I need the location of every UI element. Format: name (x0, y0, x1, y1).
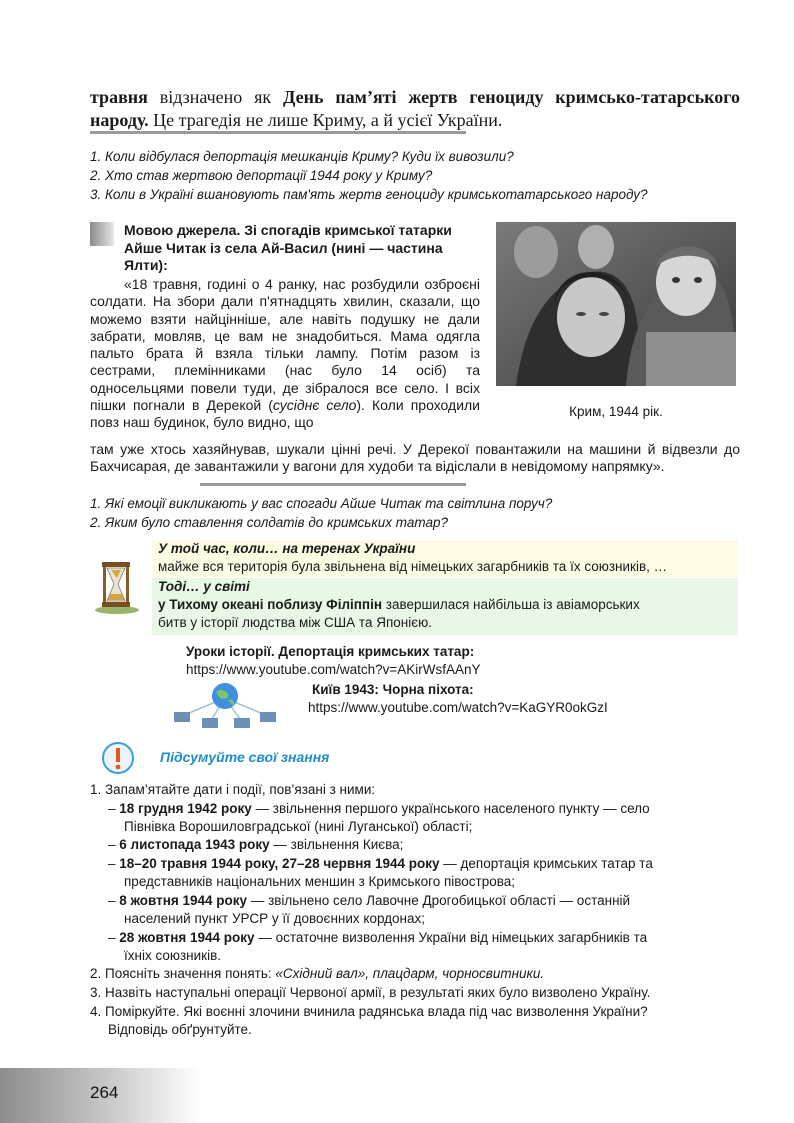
photo-caption: Крим, 1944 рік. (569, 404, 663, 419)
time-box-world-line-1 (158, 596, 738, 614)
date-entry-3-text: — депортація кримських татар та (439, 856, 653, 871)
date-entry-3: – 18–20 травня 1944 року, 27–28 червня 1944 року — депортація кримських татар та (108, 856, 653, 871)
source-quote-part-2: там уже хтось хазяйнував, шукали цінні речі. У Дерекої повантажили на машини й відвезли до Бахчисарая, де завантажили у вагони для худоби та відіслали в невідомому напрямку». (90, 441, 740, 475)
intro-text-2: Це трагедія не лише Криму, а й усієї України. (148, 110, 503, 130)
hourglass-icon (92, 558, 142, 614)
date-entry-5: – 28 жовтня 1944 року — остаточне визволення України від німецьких загарбників та (108, 930, 648, 945)
intro-bold-word: травня (90, 87, 148, 107)
date-entry-3-date: 18–20 травня 1944 року, 27–28 червня 1944 року (119, 856, 440, 871)
summary-item-4: 4. Поміркуйте. Які воєнні злочини вчинила радянська влада під час визволення України? (90, 1004, 648, 1019)
time-box-world-heading: Тоді… у світі (158, 579, 250, 594)
date-entry-4: – 8 жовтня 1944 року — звільнено село Лавочне Дрогобицької області — останній (108, 893, 631, 908)
date-entry-2: – 6 листопада 1943 року — звільнення Києва; (108, 837, 404, 852)
date-entry-3-cont: представників національних меншин з Кримського півострова; (124, 874, 516, 889)
date-entry-1-cont: Півнівка Ворошиловградської (нині Луганської) області; (124, 819, 473, 834)
link-2-url[interactable]: https://www.youtube.com/watch?v=KaGYR0okGzI (308, 700, 608, 715)
summary-item-1: 1. Запам’ятайте дати і події, пов’язані з ними: (90, 782, 376, 797)
date-entry-5-date: 28 жовтня 1944 року (119, 930, 255, 945)
intro-bold-phrase: День пам’яті жертв геноциду кримсько-татарського народу. (90, 87, 740, 130)
date-entry-4-text: — звільнено село Лавочне Дрогобицької області — останній (247, 893, 631, 908)
date-entry-1-text: — звільнення першого українського населеного пункту — село (251, 801, 650, 816)
photo-image (496, 222, 736, 386)
time-box-ukraine-text: майже вся територія була звільнена від німецьких загарбників та їх союзників, … (158, 559, 668, 574)
link-1-title: Уроки історії. Депортація кримських татар: (186, 644, 475, 659)
question-1-3: 3. Коли в Україні вшановують пам'ять жертв геноциду кримськотатарського народу? (90, 187, 648, 202)
date-entry-2-text: — звільнення Києва; (269, 837, 404, 852)
source-marker-icon (90, 222, 114, 246)
summary-item-2-terms: «Східний вал», плацдарм, чорносвитники. (275, 966, 545, 981)
network-globe-icon (170, 680, 280, 730)
date-entry-2-date: 6 листопада 1943 року (119, 837, 270, 852)
summary-item-3: 3. Назвіть наступальні операції Червоної армії, в результаті яких було визволено Україну. (90, 985, 651, 1000)
date-entry-4-cont: населений пункт УРСР у її довоєнних кордонах; (124, 911, 426, 926)
time-box-world (152, 578, 738, 635)
question-2-1: 1. Які емоції викликають у вас спогади Айше Читак та світлина поруч? (90, 496, 553, 511)
date-entry-5-cont: їхніх союзників. (124, 948, 222, 963)
summary-item-2-text: 2. Поясніть значення понять: (90, 966, 276, 981)
link-1-url[interactable]: https://www.youtube.com/watch?v=AKirWsfAAnY (186, 662, 481, 677)
time-box-world-line-2: битв у історії людства між США та Японією. (158, 615, 432, 630)
question-1-1: 1. Коли відбулася депортація мешканців Криму? Куди їх вивозили? (90, 149, 514, 164)
question-2-2: 2. Яким було ставлення солдатів до кримських татар? (90, 515, 449, 530)
summary-icon (100, 740, 136, 776)
historical-photo (496, 222, 736, 386)
intro-text-1: відзначено як (147, 87, 283, 107)
intro-paragraph (90, 86, 740, 132)
quote-text-1: «18 травня, годині о 4 ранку, нас розбудили озброєні солдати. На збори дали п'ятнадцять хвилин, сказали, що можемо взяти найцінніше, але навіть подушку не дали забрати, мовляв, це вам не знадобиться. Мама одягла пальто брата й взяла тільки лампу. Потім разом із сестрами, племінниками (нас було 14 осіб) та односельцями повели туди, де зібралося все село. І всіх пішки погнали в Дерекой ( (90, 276, 480, 414)
quote-italic: сусіднє село (272, 397, 357, 414)
quote-text-2: ). Коли проходили повз наш будинок, було видно, що (90, 397, 481, 431)
date-entry-1: – 18 грудня 1942 року — звільнення першого українського населеного пункту — село (108, 801, 650, 816)
summary-item-4-cont: Відповідь обґрунтуйте. (108, 1022, 252, 1037)
time-box-world-text: завершилася найбільша із авіаморських (382, 597, 640, 612)
time-box-ukraine-heading: У той час, коли… на теренах України (158, 541, 416, 556)
source-quote-part-1 (90, 276, 480, 432)
quote-divider (200, 483, 466, 486)
date-entry-5-text: — остаточне визволення України від німецьких загарбників та (254, 930, 648, 945)
question-1-2: 2. Хто став жертвою депортації 1944 року у Криму? (90, 168, 433, 183)
intro-divider (90, 131, 466, 134)
source-heading: Мовою джерела. Зі спогадів кримської татарки Айше Читак із села Ай-Васил (нині — частина Ялти): (124, 222, 452, 273)
summary-title: Підсумуйте свої знання (160, 749, 330, 765)
time-box-ukraine (152, 540, 738, 577)
summary-item-2 (90, 965, 544, 983)
date-entry-1-date: 18 грудня 1942 року (119, 801, 252, 816)
time-box-world-bold: у Тихому океані поблизу Філіппін (158, 597, 382, 612)
date-entry-4-date: 8 жовтня 1944 року (119, 893, 248, 908)
page-number: 264 (90, 1083, 119, 1102)
link-2-title: Київ 1943: Чорна піхота: (312, 682, 474, 697)
